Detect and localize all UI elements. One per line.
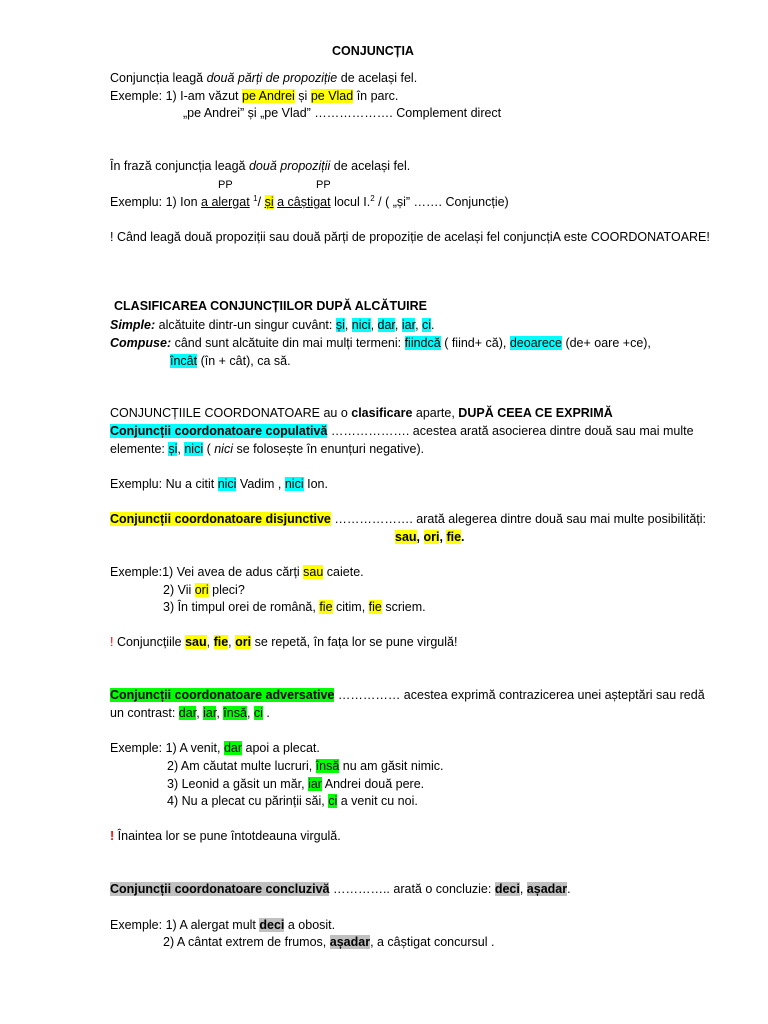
text: pleci? [208, 583, 245, 597]
text: nici [214, 442, 233, 456]
text: …………… acestea exprimă contrazicerea unei așteptări sau redă [334, 688, 705, 702]
text: se repetă, în fața lor se pune virgulă! [251, 635, 458, 649]
highlight: fiindcă [404, 336, 441, 350]
text: citim, [332, 600, 369, 614]
section-label: Conjuncții coordonatoare copulativă [110, 424, 328, 438]
highlight: așadar [526, 882, 568, 896]
exclamation-mark: ! [110, 829, 115, 843]
disjunctive-words [395, 529, 465, 545]
text: a câștigat [277, 195, 331, 209]
highlight: ci [328, 794, 338, 808]
highlight: sau [185, 635, 207, 649]
highlight: iar [401, 318, 416, 332]
text: , [177, 442, 185, 456]
text: , [216, 706, 224, 720]
text: În frază conjuncția leagă [110, 159, 249, 173]
text: de același fel. [330, 159, 411, 173]
text: , [344, 318, 352, 332]
text: 2) Am căutat multe lucruri, [167, 759, 316, 773]
conclusive-line [110, 881, 571, 897]
highlight: nici [184, 442, 204, 456]
text: când sunt alcătuite din mai mulți termeni: [171, 336, 405, 350]
text: aparte, [412, 406, 459, 420]
phrase-line-1 [110, 158, 410, 174]
text: scriem. [381, 600, 426, 614]
copulative-example [110, 476, 328, 492]
text: (în + cât), ca să. [197, 354, 291, 368]
text: , [519, 882, 527, 896]
highlight: fie [213, 635, 229, 649]
text: DUPĂ CEEA CE EXPRIMĂ [458, 406, 613, 420]
text: . [431, 318, 435, 332]
text: se folosește în enunțuri negative). [233, 442, 425, 456]
text: 4) Nu a plecat cu părinții săi, [167, 794, 329, 808]
highlight: ci [422, 318, 432, 332]
highlight: fie [368, 600, 382, 614]
text: , a câștigat concursul . [370, 935, 495, 949]
text: Conjuncția leagă [110, 71, 207, 85]
page-title: CONJUNCȚIA [332, 44, 414, 58]
section-label: Conjuncții coordonatoare disjunctive [110, 512, 331, 526]
highlight: și [335, 318, 345, 332]
disjunctive-example-3 [163, 599, 426, 615]
copulative-line-2 [110, 441, 424, 457]
text: , [439, 530, 447, 544]
text: 3) În timpul orei de română, [163, 600, 320, 614]
text: de același fel. [337, 71, 418, 85]
text: apoi a plecat. [242, 741, 320, 755]
conclusive-example-2 [163, 934, 494, 950]
text: și [294, 89, 311, 103]
adversative-example-4 [167, 793, 418, 809]
text: Andrei două pere. [321, 777, 425, 791]
text: ( [203, 442, 215, 456]
text: caiete. [323, 565, 364, 579]
exclamation-mark: ! [110, 635, 114, 649]
phrase-example-line [110, 194, 509, 210]
adversative-example-1 [110, 740, 320, 756]
text: locul I. [330, 195, 371, 209]
text: în parc. [353, 89, 399, 103]
highlight: nici [351, 318, 371, 332]
text: , [416, 530, 424, 544]
disjunctive-example-2 [163, 582, 245, 598]
highlight: însă [223, 706, 247, 720]
text: alcătuite dintr-un singur cuvânt: [155, 318, 336, 332]
text: . [262, 706, 270, 720]
highlight: nici [284, 477, 304, 491]
superscript: 2 [370, 194, 375, 203]
adversative-note [110, 828, 341, 844]
text: / ( „și” ……. Conjuncție) [374, 195, 509, 209]
text: , [415, 318, 423, 332]
text: 2) A cântat extrem de frumos, [163, 935, 330, 949]
text: Ion. [303, 477, 328, 491]
text: Exemple: 1) A alergat mult [110, 918, 260, 932]
text: (de+ oare +ce), [561, 336, 651, 350]
text: Exemple: 1) A venit, [110, 741, 224, 755]
highlight: ori [194, 583, 209, 597]
pp-label-2: PP [316, 179, 331, 191]
conclusive-example-1 [110, 917, 335, 933]
intro-example-line [110, 88, 398, 104]
text: Conjuncțiile [113, 635, 186, 649]
text: / [257, 195, 265, 209]
label: Simple: [110, 318, 156, 332]
text: 2) Vii [163, 583, 195, 597]
highlight: ci [253, 706, 263, 720]
highlight: deoarece [509, 336, 562, 350]
text: a venit cu noi. [337, 794, 418, 808]
compuse-line [110, 335, 651, 351]
highlight: și [168, 442, 178, 456]
text: elemente: [110, 442, 169, 456]
section-label: Conjuncții coordonatoare adversative [110, 688, 335, 702]
highlight: deci [494, 882, 520, 896]
highlight: fie [319, 600, 333, 614]
text: , [196, 706, 204, 720]
text: Exemplu: Nu a citit [110, 477, 218, 491]
highlight: așadar [329, 935, 371, 949]
coordination-note: ! Când leagă două propoziții sau două părți de propoziție de același fel conjuncțiA este COORDONATOARE! [110, 230, 710, 244]
adversative-line-2 [110, 705, 270, 721]
text: Exemplu: 1) Ion [110, 195, 202, 209]
disjunctive-note [110, 634, 457, 650]
superscript: 1 [253, 194, 258, 203]
text: , [228, 635, 236, 649]
text: nu am găsit nimic. [339, 759, 444, 773]
coord-heading [110, 405, 613, 421]
text: , [206, 635, 214, 649]
highlight: iar [308, 777, 322, 791]
text: ( fiind+ că), [440, 336, 510, 350]
simple-line [110, 317, 435, 333]
text: . [461, 530, 465, 544]
highlight: nici [217, 477, 237, 491]
text: ………….. arată o concluzie: [329, 882, 495, 896]
highlight: dar [377, 318, 395, 332]
text: 3) Leonid a găsit un măr, [167, 777, 309, 791]
text: Vadim , [236, 477, 285, 491]
adversative-example-2 [167, 758, 444, 774]
highlight: deci [259, 918, 285, 932]
disjunctive-line [110, 511, 706, 527]
copulative-line [110, 423, 694, 439]
text: . [567, 882, 571, 896]
text: ………………. arată alegerea dintre două sau mai multe posibilități: [330, 512, 707, 526]
text: ………………. acestea arată asocierea dintre două sau mai multe [327, 424, 694, 438]
text: , [370, 318, 378, 332]
label: Compuse: [110, 336, 172, 350]
intro-explanation: „pe Andrei” și „pe Vlad” ………………. Complement direct [183, 106, 502, 120]
intro-line-1 [110, 70, 417, 86]
text: clasificare [351, 406, 413, 420]
text: Exemple:1) Vei avea de adus cărți [110, 565, 304, 579]
text: , [246, 706, 254, 720]
adversative-example-3 [167, 776, 424, 792]
text: a alergat [201, 195, 250, 209]
highlight: însă [315, 759, 340, 773]
highlight: ori [423, 530, 440, 544]
highlight: dar [178, 706, 197, 720]
highlight: și [264, 195, 274, 209]
adversative-line [110, 687, 705, 703]
highlight: sau [303, 565, 324, 579]
text: un contrast: [110, 706, 179, 720]
text: două părți de propoziție [206, 71, 338, 85]
text: două propoziții [248, 159, 331, 173]
highlight: pe Andrei [242, 89, 295, 103]
section-label: Conjuncții coordonatoare concluzivă [110, 882, 330, 896]
highlight: iar [203, 706, 217, 720]
highlight: dar [223, 741, 243, 755]
highlight: pe Vlad [310, 89, 354, 103]
text: a obosit. [284, 918, 336, 932]
compuse-line-2 [170, 353, 291, 369]
text: CONJUNCȚIILE COORDONATOARE au o [110, 406, 352, 420]
pp-label-1: PP [218, 179, 233, 191]
highlight: sau [395, 530, 417, 544]
text: , [394, 318, 402, 332]
text: Exemple: 1) I-am văzut [110, 89, 242, 103]
disjunctive-example-1 [110, 564, 364, 580]
text: Înaintea lor se pune întotdeauna virgulă. [114, 829, 341, 843]
highlight: încât [170, 354, 198, 368]
highlight: fie [446, 530, 462, 544]
classification-heading: CLASIFICAREA CONJUNCȚIILOR DUPĂ ALCĂTUIRE [114, 299, 427, 313]
highlight: ori [235, 635, 252, 649]
